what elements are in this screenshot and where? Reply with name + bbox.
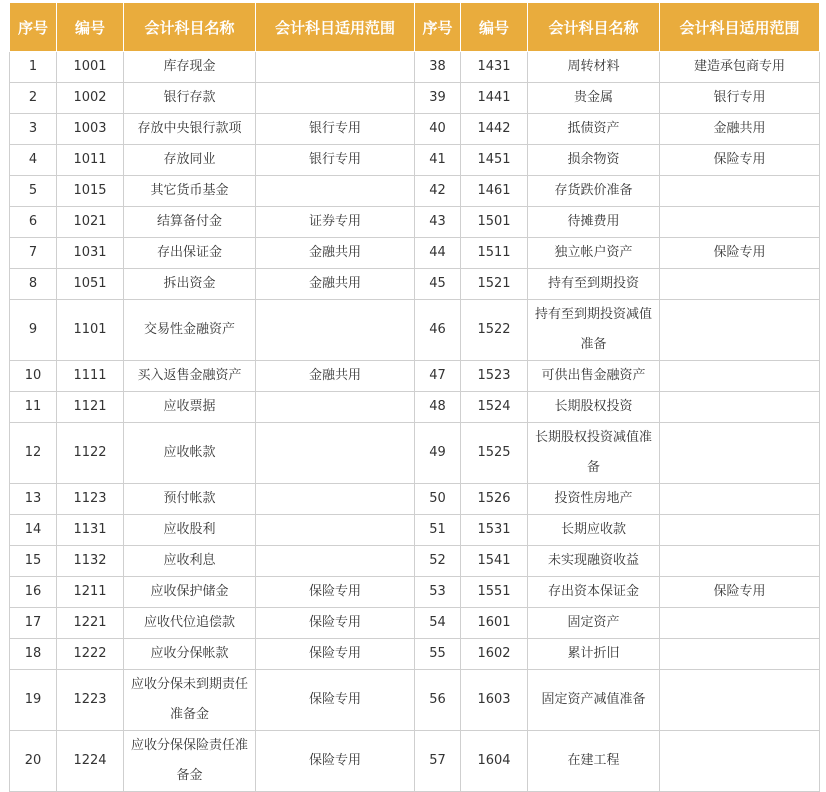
subject-name-cell: 应收分保帐款: [124, 639, 256, 670]
subject-scope-cell: [660, 515, 820, 546]
code-cell: 1211: [57, 577, 124, 608]
seq-cell: 17: [10, 608, 57, 639]
seq-cell: 53: [415, 577, 461, 608]
subject-name-cell: 在建工程: [528, 731, 660, 792]
subject-scope-cell: 金融共用: [256, 269, 415, 300]
seq-cell: 50: [415, 484, 461, 515]
table-header-row: [10, 3, 820, 52]
seq-cell: 56: [415, 670, 461, 731]
subject-name-cell: 未实现融资收益: [528, 546, 660, 577]
subject-name-cell: 其它货币基金: [124, 176, 256, 207]
table-row: [10, 361, 820, 392]
subject-scope-cell: 金融共用: [256, 238, 415, 269]
code-cell: 1021: [57, 207, 124, 238]
code-cell: 1511: [461, 238, 528, 269]
code-cell: 1461: [461, 176, 528, 207]
code-cell: 1441: [461, 83, 528, 114]
subject-name-cell: 存货跌价准备: [528, 176, 660, 207]
subject-name-cell: 累计折旧: [528, 639, 660, 670]
code-cell: 1015: [57, 176, 124, 207]
seq-cell: 44: [415, 238, 461, 269]
header-code: 编号: [57, 3, 124, 52]
code-cell: 1224: [57, 731, 124, 792]
subject-scope-cell: [660, 546, 820, 577]
seq-cell: 1: [10, 52, 57, 83]
seq-cell: 20: [10, 731, 57, 792]
code-cell: 1523: [461, 361, 528, 392]
seq-cell: 10: [10, 361, 57, 392]
subject-scope-cell: 保险专用: [660, 238, 820, 269]
table-row: [10, 639, 820, 670]
code-cell: 1122: [57, 423, 124, 484]
subject-scope-cell: [256, 515, 415, 546]
code-cell: 1223: [57, 670, 124, 731]
subject-name-cell: 应收保护储金: [124, 577, 256, 608]
table-row: [10, 515, 820, 546]
subject-name-cell: 投资性房地产: [528, 484, 660, 515]
code-cell: 1131: [57, 515, 124, 546]
seq-cell: 2: [10, 83, 57, 114]
seq-cell: 40: [415, 114, 461, 145]
table-row: [10, 207, 820, 238]
table-row: [10, 577, 820, 608]
subject-scope-cell: 保险专用: [256, 731, 415, 792]
subject-name-cell: 持有至到期投资: [528, 269, 660, 300]
seq-cell: 12: [10, 423, 57, 484]
subject-scope-cell: [256, 392, 415, 423]
seq-cell: 7: [10, 238, 57, 269]
subject-name-cell: 贵金属: [528, 83, 660, 114]
subject-name-cell: 应收帐款: [124, 423, 256, 484]
subject-name-cell: 抵债资产: [528, 114, 660, 145]
subject-scope-cell: [256, 83, 415, 114]
subject-name-cell: 损余物资: [528, 145, 660, 176]
code-cell: 1111: [57, 361, 124, 392]
subject-scope-cell: 银行专用: [256, 145, 415, 176]
code-cell: 1531: [461, 515, 528, 546]
seq-cell: 13: [10, 484, 57, 515]
seq-cell: 4: [10, 145, 57, 176]
code-cell: 1524: [461, 392, 528, 423]
code-cell: 1123: [57, 484, 124, 515]
subject-name-cell: 存放中央银行款项: [124, 114, 256, 145]
subject-name-cell: 应收分保保险责任准备金: [124, 731, 256, 792]
code-cell: 1001: [57, 52, 124, 83]
seq-cell: 39: [415, 83, 461, 114]
subject-name-cell: 存出资本保证金: [528, 577, 660, 608]
code-cell: 1521: [461, 269, 528, 300]
subject-scope-cell: 金融共用: [660, 114, 820, 145]
subject-name-cell: 交易性金融资产: [124, 300, 256, 361]
seq-cell: 3: [10, 114, 57, 145]
subject-scope-cell: 保险专用: [256, 639, 415, 670]
subject-scope-cell: 证券专用: [256, 207, 415, 238]
table-row: [10, 52, 820, 83]
subject-scope-cell: 保险专用: [256, 670, 415, 731]
subject-scope-cell: 银行专用: [256, 114, 415, 145]
seq-cell: 18: [10, 639, 57, 670]
table-row: [10, 176, 820, 207]
code-cell: 1525: [461, 423, 528, 484]
subject-name-cell: 长期应收款: [528, 515, 660, 546]
code-cell: 1522: [461, 300, 528, 361]
subject-scope-cell: [660, 423, 820, 484]
seq-cell: 54: [415, 608, 461, 639]
subject-name-cell: 独立帐户资产: [528, 238, 660, 269]
code-cell: 1604: [461, 731, 528, 792]
subject-name-cell: 库存现金: [124, 52, 256, 83]
seq-cell: 9: [10, 300, 57, 361]
seq-cell: 52: [415, 546, 461, 577]
seq-cell: 16: [10, 577, 57, 608]
subject-name-cell: 银行存款: [124, 83, 256, 114]
code-cell: 1011: [57, 145, 124, 176]
code-cell: 1101: [57, 300, 124, 361]
code-cell: 1132: [57, 546, 124, 577]
subject-name-cell: 存出保证金: [124, 238, 256, 269]
subject-scope-cell: [256, 300, 415, 361]
seq-cell: 6: [10, 207, 57, 238]
subject-scope-cell: 保险专用: [256, 608, 415, 639]
subject-scope-cell: [660, 670, 820, 731]
subject-name-cell: 固定资产减值准备: [528, 670, 660, 731]
seq-cell: 15: [10, 546, 57, 577]
table-row: [10, 608, 820, 639]
subject-scope-cell: [660, 269, 820, 300]
subject-scope-cell: [256, 176, 415, 207]
code-cell: 1031: [57, 238, 124, 269]
seq-cell: 51: [415, 515, 461, 546]
seq-cell: 14: [10, 515, 57, 546]
subject-scope-cell: 保险专用: [660, 145, 820, 176]
table-row: [10, 546, 820, 577]
table-row: [10, 83, 820, 114]
subject-scope-cell: 建造承包商专用: [660, 52, 820, 83]
code-cell: 1526: [461, 484, 528, 515]
subject-name-cell: 拆出资金: [124, 269, 256, 300]
table-row: [10, 484, 820, 515]
subject-scope-cell: [660, 176, 820, 207]
code-cell: 1501: [461, 207, 528, 238]
header-code: 编号: [461, 3, 528, 52]
seq-cell: 19: [10, 670, 57, 731]
seq-cell: 48: [415, 392, 461, 423]
subject-name-cell: 买入返售金融资产: [124, 361, 256, 392]
code-cell: 1002: [57, 83, 124, 114]
subject-name-cell: 长期股权投资: [528, 392, 660, 423]
table-row: [10, 392, 820, 423]
subject-scope-cell: [660, 731, 820, 792]
table-row: [10, 145, 820, 176]
subject-name-cell: 持有至到期投资减值准备: [528, 300, 660, 361]
code-cell: 1601: [461, 608, 528, 639]
code-cell: 1431: [461, 52, 528, 83]
subject-name-cell: 固定资产: [528, 608, 660, 639]
subject-name-cell: 可供出售金融资产: [528, 361, 660, 392]
subject-scope-cell: 金融共用: [256, 361, 415, 392]
subject-name-cell: 应收分保未到期责任准备金: [124, 670, 256, 731]
subject-scope-cell: [256, 423, 415, 484]
seq-cell: 55: [415, 639, 461, 670]
subject-name-cell: 存放同业: [124, 145, 256, 176]
subject-scope-cell: [256, 484, 415, 515]
code-cell: 1003: [57, 114, 124, 145]
table-row: [10, 114, 820, 145]
table-row: [10, 670, 820, 731]
subject-name-cell: 周转材料: [528, 52, 660, 83]
subject-name-cell: 结算备付金: [124, 207, 256, 238]
header-seq: 序号: [415, 3, 461, 52]
code-cell: 1222: [57, 639, 124, 670]
subject-scope-cell: 银行专用: [660, 83, 820, 114]
header-subject-name: 会计科目名称: [124, 3, 256, 52]
subject-scope-cell: [660, 300, 820, 361]
seq-cell: 38: [415, 52, 461, 83]
seq-cell: 49: [415, 423, 461, 484]
seq-cell: 43: [415, 207, 461, 238]
table-row: [10, 269, 820, 300]
table-row: [10, 300, 820, 361]
header-subject-name: 会计科目名称: [528, 3, 660, 52]
subject-name-cell: 应收代位追偿款: [124, 608, 256, 639]
header-subject-scope: 会计科目适用范围: [256, 3, 415, 52]
seq-cell: 8: [10, 269, 57, 300]
subject-name-cell: 应收股利: [124, 515, 256, 546]
subject-scope-cell: [256, 546, 415, 577]
subject-scope-cell: [660, 392, 820, 423]
subject-scope-cell: [660, 639, 820, 670]
subject-scope-cell: [660, 207, 820, 238]
seq-cell: 57: [415, 731, 461, 792]
code-cell: 1602: [461, 639, 528, 670]
subject-scope-cell: [256, 52, 415, 83]
subject-scope-cell: [660, 484, 820, 515]
subject-name-cell: 应收票据: [124, 392, 256, 423]
subject-name-cell: 预付帐款: [124, 484, 256, 515]
subject-scope-cell: 保险专用: [256, 577, 415, 608]
seq-cell: 45: [415, 269, 461, 300]
table-row: [10, 731, 820, 792]
code-cell: 1451: [461, 145, 528, 176]
code-cell: 1221: [57, 608, 124, 639]
header-subject-scope: 会计科目适用范围: [660, 3, 820, 52]
subject-scope-cell: [660, 608, 820, 639]
code-cell: 1051: [57, 269, 124, 300]
table-row: [10, 423, 820, 484]
code-cell: 1603: [461, 670, 528, 731]
code-cell: 1551: [461, 577, 528, 608]
seq-cell: 42: [415, 176, 461, 207]
seq-cell: 47: [415, 361, 461, 392]
header-seq: 序号: [10, 3, 57, 52]
accounting-subjects-table: [9, 2, 820, 792]
subject-name-cell: 长期股权投资减值准备: [528, 423, 660, 484]
subject-name-cell: 应收利息: [124, 546, 256, 577]
subject-scope-cell: 保险专用: [660, 577, 820, 608]
code-cell: 1121: [57, 392, 124, 423]
seq-cell: 46: [415, 300, 461, 361]
code-cell: 1442: [461, 114, 528, 145]
seq-cell: 5: [10, 176, 57, 207]
table-row: [10, 238, 820, 269]
subject-name-cell: 待摊费用: [528, 207, 660, 238]
seq-cell: 11: [10, 392, 57, 423]
code-cell: 1541: [461, 546, 528, 577]
subject-scope-cell: [660, 361, 820, 392]
seq-cell: 41: [415, 145, 461, 176]
